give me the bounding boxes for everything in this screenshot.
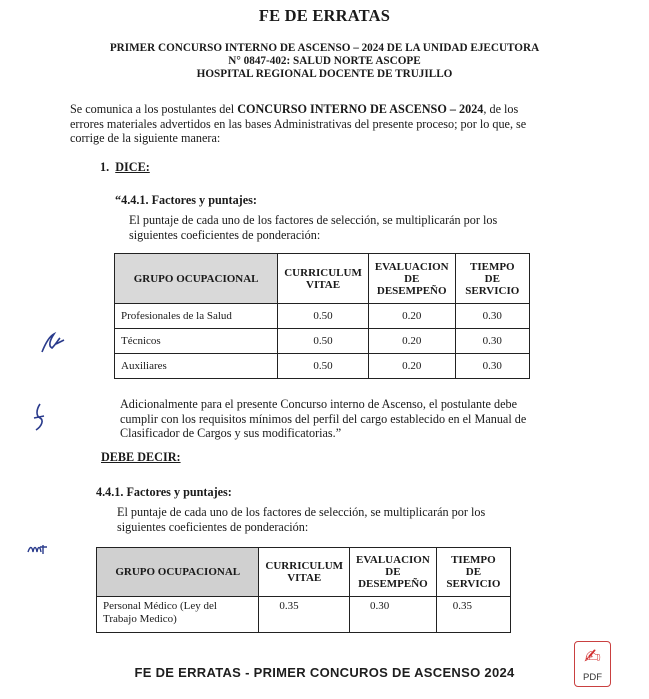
table-cell: 0.35 — [259, 597, 350, 633]
dice-header-curriculum: CURRICULUM VITAE — [278, 254, 369, 304]
table-cell: 0.20 — [368, 354, 455, 379]
dice-label: DICE: — [115, 160, 150, 174]
dice-section-heading: “4.4.1. Factores y puntajes: — [115, 193, 257, 207]
table-cell: 0.35 — [436, 597, 510, 633]
debe-header-curriculum: CURRICULUM VITAE — [259, 548, 350, 597]
debe-header-tiempo: TIEMPO DE SERVICIO — [436, 548, 510, 597]
debe-header-evaluacion: EVALUACION DE DESEMPEÑO — [350, 548, 437, 597]
table-cell: Auxiliares — [115, 354, 278, 379]
pdf-file-icon[interactable] — [574, 641, 611, 687]
footer-caption: FE DE ERRATAS - PRIMER CONCUROS DE ASCENSO 2024 — [134, 665, 515, 680]
intro-post: , de los errores materiales advertidos en las bases Administrativas del presente proceso; por lo que, se corrige de la siguiente manera: — [70, 102, 527, 146]
table-cell: 0.50 — [278, 329, 369, 354]
debe-decir-section-heading: 4.4.1. Factores y puntajes: — [96, 485, 232, 499]
table-cell: 0.30 — [350, 597, 437, 633]
intro-pre: Se comunica a los postulantes del — [70, 102, 238, 116]
table-cell: 0.30 — [455, 304, 529, 329]
dice-header-evaluacion: EVALUACION DE DESEMPEÑO — [368, 254, 455, 304]
dice-table — [114, 253, 530, 379]
debe-decir-label: DEBE DECIR: — [101, 450, 181, 464]
debe-header-grupo: GRUPO OCUPACIONAL — [97, 548, 259, 597]
table-row — [115, 354, 530, 379]
subtitle-line-3: HOSPITAL REGIONAL DOCENTE DE TRUJILLO — [196, 68, 453, 80]
table-cell: 0.20 — [368, 304, 455, 329]
document-title: FE DE ERRATAS — [258, 6, 391, 25]
dice-closing-paragraph: Adicionalmente para el presente Concurso interno de Ascenso, el postulante debe cumplir con los requisitos mínimos del perfil del cargo establecido en el Manual de Clasificador de Cargos y sus modificatorias.” — [120, 397, 527, 441]
handwritten-initial-1 — [38, 330, 68, 356]
handwritten-initial-3 — [26, 542, 50, 556]
handwritten-initial-2 — [30, 402, 50, 432]
debe-decir-table — [96, 547, 511, 633]
table-row — [115, 329, 530, 354]
table-cell: 0.20 — [368, 329, 455, 354]
table-row — [115, 304, 530, 329]
dice-heading — [100, 160, 150, 175]
debe-decir-section-text: El puntaje de cada uno de los factores de selección, se multiplicarán por los siguientes coeficientes de ponderación: — [117, 505, 486, 534]
subtitle-line-1: PRIMER CONCURSO INTERNO DE ASCENSO – 2024 DE LA UNIDAD EJECUTORA — [109, 42, 540, 54]
subtitle-line-2: N° 0847-402: SALUD NORTE ASCOPE — [228, 55, 421, 67]
dice-section-text: El puntaje de cada uno de los factores de selección, se multiplicarán por los siguientes coeficientes de ponderación: — [129, 213, 498, 242]
intro-paragraph — [70, 102, 532, 146]
acrobat-icon: ✍ — [584, 644, 601, 668]
table-cell: Técnicos — [115, 329, 278, 354]
table-cell: 0.50 — [278, 304, 369, 329]
intro-bold: CONCURSO INTERNO DE ASCENSO – 2024 — [237, 102, 484, 116]
dice-header-tiempo: TIEMPO DE SERVICIO — [455, 254, 529, 304]
pdf-label: PDF — [583, 672, 602, 683]
table-cell: 0.50 — [278, 354, 369, 379]
table-cell: 0.30 — [455, 329, 529, 354]
table-cell: Personal Médico (Ley del Trabajo Medico) — [97, 597, 259, 633]
table-cell: Profesionales de la Salud — [115, 304, 278, 329]
table-row — [97, 597, 511, 633]
dice-header-grupo: GRUPO OCUPACIONAL — [115, 254, 278, 304]
table-cell: 0.30 — [455, 354, 529, 379]
dice-number: 1. — [100, 160, 110, 174]
